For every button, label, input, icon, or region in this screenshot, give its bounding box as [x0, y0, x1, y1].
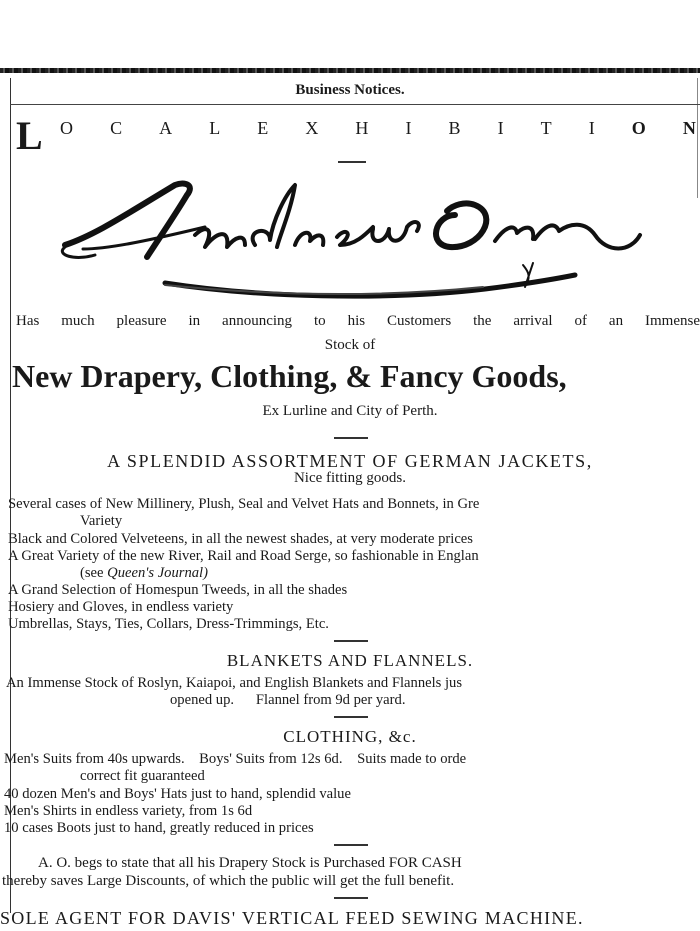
- main-headline: New Drapery, Clothing, & Fancy Goods,: [12, 358, 567, 394]
- list-item: A Great Variety of the new River, Rail and Road Serge, so fashionable in Englan: [8, 548, 479, 564]
- divider-dash: [334, 437, 368, 439]
- journal-title: Queen's Journal): [107, 565, 208, 581]
- exhibition-letter: E: [257, 118, 269, 138]
- divider-dash: [334, 897, 368, 899]
- divider-dash: [334, 640, 368, 642]
- exhibition-letter: I: [588, 118, 595, 138]
- list-item: [80, 565, 208, 582]
- section-title: Business Notices.: [295, 82, 405, 98]
- ships-line: Ex Lurline and City of Perth.: [262, 403, 438, 419]
- signature-image: [55, 175, 645, 305]
- exhibition-initial: L: [16, 113, 43, 158]
- clothing-heading: CLOTHING, &c.: [283, 727, 417, 746]
- exhibition-heading: [60, 118, 696, 139]
- jackets-subtitle: Nice fitting goods.: [293, 470, 407, 486]
- list-item: Hosiery and Gloves, in endless variety: [8, 599, 234, 615]
- exhibition-letter: I: [497, 118, 504, 138]
- list-item: 10 cases Boots just to hand, greatly reduced in prices: [4, 820, 314, 836]
- exhibition-letter: I: [405, 118, 412, 138]
- exhibition-letter: T: [540, 118, 552, 138]
- exhibition-letter: N: [682, 118, 696, 138]
- top-border-rule: [0, 68, 700, 73]
- list-item: 40 dozen Men's and Boys' Hats just to hand, splendid value: [4, 786, 351, 802]
- list-item: A Grand Selection of Homespun Tweeds, in all the shades: [8, 582, 348, 598]
- list-item: Men's Shirts in endless variety, from 1s 6d: [4, 803, 253, 819]
- closing-note: thereby saves Large Discounts, of which the public will get the full benefit.: [2, 873, 455, 889]
- exhibition-letter: O: [631, 118, 646, 138]
- exhibition-letter: C: [110, 118, 123, 138]
- list-item-prefix: (see: [80, 565, 104, 581]
- list-item: An Immense Stock of Roslyn, Kaiapoi, and English Blankets and Flannels jus: [6, 675, 463, 691]
- jackets-heading: A SPLENDID ASSORTMENT OF GERMAN JACKETS,: [107, 451, 593, 471]
- section-title-rule: [10, 104, 700, 105]
- exhibition-letter: L: [209, 118, 221, 138]
- announcement-line: Stock of: [324, 337, 376, 353]
- exhibition-letter: H: [355, 118, 369, 138]
- list-item: Several cases of New Millinery, Plush, Seal and Velvet Hats and Bonnets, in Gre: [8, 496, 480, 512]
- list-item: correct fit guaranteed: [80, 768, 205, 784]
- sole-agent-line: SOLE AGENT FOR DAVIS' VERTICAL FEED SEWING MACHINE.: [0, 908, 584, 928]
- divider-dash: [338, 161, 366, 163]
- list-item: Umbrellas, Stays, Ties, Collars, Dress-Trimmings, Etc.: [8, 616, 329, 632]
- list-item: opened up. Flannel from 9d per yard.: [170, 692, 406, 708]
- exhibition-letter: O: [60, 118, 73, 138]
- blankets-heading: BLANKETS AND FLANNELS.: [226, 651, 474, 670]
- exhibition-letter: A: [159, 118, 173, 138]
- list-item: Variety: [80, 513, 123, 529]
- announcement-line: Has much pleasure in announcing to his Customers the arrival of an Immense: [16, 313, 700, 329]
- exhibition-letter: B: [448, 118, 461, 138]
- list-item: Men's Suits from 40s upwards. Boys' Suits from 12s 6d. Suits made to orde: [4, 751, 467, 767]
- list-item: Black and Colored Velveteens, in all the newest shades, at very moderate prices: [8, 531, 473, 547]
- exhibition-letter: X: [305, 118, 319, 138]
- divider-dash: [334, 844, 368, 846]
- divider-dash: [334, 716, 368, 718]
- closing-note: A. O. begs to state that all his Drapery Stock is Purchased FOR CASH: [38, 855, 462, 871]
